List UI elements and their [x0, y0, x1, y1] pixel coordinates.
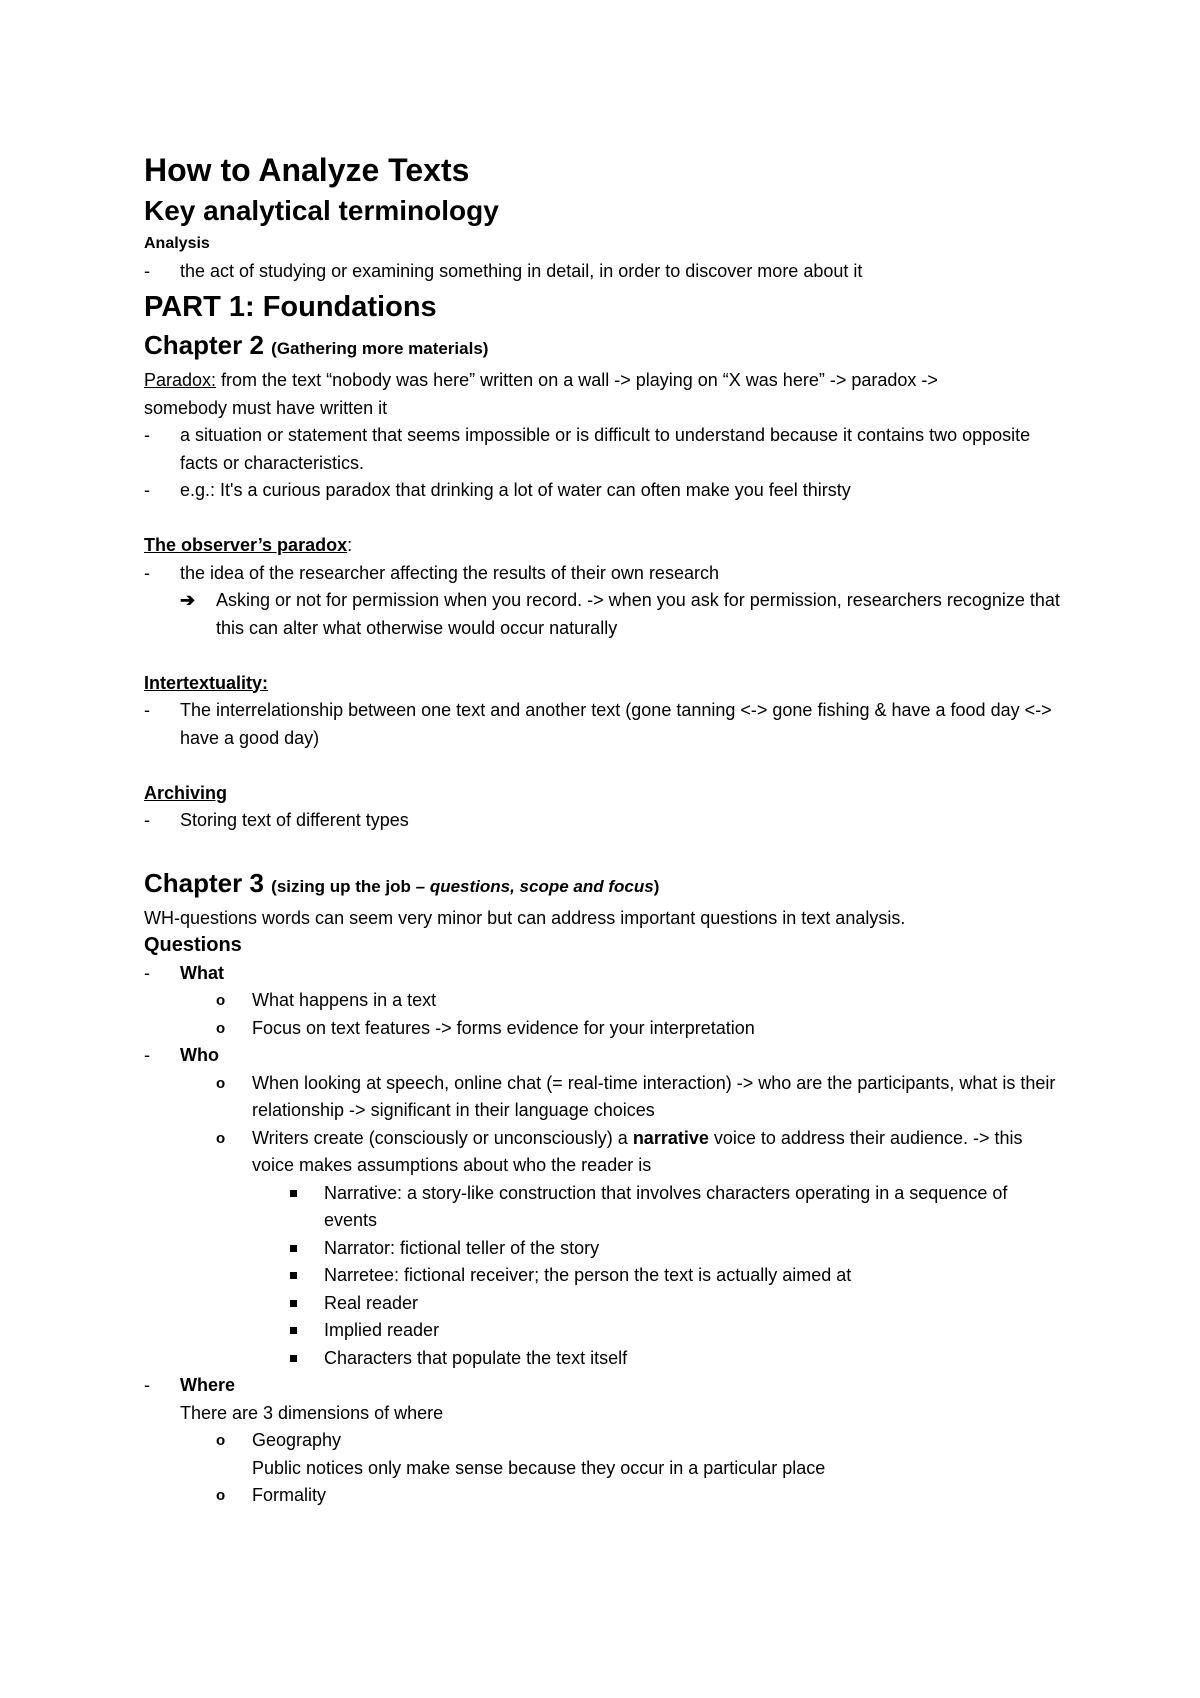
- question-who: - Who: [144, 1042, 1064, 1070]
- document-page: [144, 150, 1064, 1510]
- square-bullet-icon: [290, 1327, 297, 1334]
- dash-marker: -: [144, 700, 150, 720]
- arrow-icon: ➔: [180, 590, 196, 610]
- dash-marker: -: [144, 1375, 150, 1395]
- circle-marker: o: [216, 1432, 226, 1449]
- list-item: - the idea of the researcher affecting the results of their own research: [144, 560, 1064, 588]
- chapter-3-heading: Chapter 3 (sizing up the job – questions, scope and focus): [144, 867, 660, 898]
- list-item: - e.g.: It's a curious paradox that drinking a lot of water can often make you feel thirsty: [144, 477, 1064, 505]
- chapter-2-heading: Chapter 2 (Gathering more materials): [144, 330, 489, 360]
- square-bullet-icon: [290, 1272, 297, 1279]
- list-item: o Geography: [144, 1427, 1064, 1455]
- term-analysis-label: Analysis: [144, 235, 210, 252]
- dash-marker: -: [144, 1045, 150, 1065]
- list-item: o When looking at speech, online chat (= real-time interaction) -> who are the participants, what is their relationship -> significant in their language choices: [144, 1070, 1064, 1125]
- square-bullet-icon: [290, 1300, 297, 1307]
- dash-marker: -: [144, 425, 150, 445]
- dash-marker: -: [144, 260, 150, 281]
- circle-marker: o: [216, 1019, 226, 1037]
- list-item: - Storing text of different types: [144, 807, 1064, 835]
- list-item: Narretee: fictional receiver; the person the text is actually aimed at: [144, 1262, 1064, 1290]
- list-item: Narrator: fictional teller of the story: [144, 1235, 1064, 1263]
- archiving-heading: Archiving: [144, 782, 228, 803]
- section-heading-terminology: Key analytical terminology: [144, 195, 499, 226]
- square-bullet-icon: [290, 1245, 297, 1252]
- list-item: o Focus on text features -> forms evidence for your interpretation: [144, 1015, 1064, 1043]
- observers-paradox-heading: The observer’s paradox:: [144, 535, 353, 555]
- question-what: - What: [144, 960, 1064, 988]
- circle-marker: o: [216, 992, 226, 1009]
- dash-marker: -: [144, 810, 150, 830]
- square-bullet-icon: [290, 1355, 297, 1362]
- square-bullet-icon: [290, 1190, 297, 1197]
- dash-marker: -: [144, 962, 150, 983]
- list-item: Real reader: [144, 1290, 1064, 1318]
- where-intro: There are 3 dimensions of where: [180, 1402, 444, 1423]
- list-item: Characters that populate the text itself: [144, 1345, 1064, 1373]
- list-item: - a situation or statement that seems impossible or is difficult to understand because it contains two opposite facts or characteristics.: [144, 422, 1064, 477]
- circle-marker: o: [216, 1487, 226, 1504]
- circle-marker: o: [216, 1129, 226, 1147]
- paradox-intro: Paradox: from the text “nobody was here” written on a wall -> playing on “X was here” -> paradox ->: [144, 370, 938, 390]
- arrow-list-item: ➔ Asking or not for permission when you record. -> when you ask for permission, researchers recognize that this can alter what otherwise would occur naturally: [144, 587, 1064, 642]
- list-item: Narrative: a story-like construction that involves characters operating in a sequence of events: [144, 1180, 1064, 1235]
- list-item: Implied reader: [144, 1317, 1064, 1345]
- question-where: - Where: [144, 1372, 1064, 1400]
- list-item: - The interrelationship between one text and another text (gone tanning <-> gone fishing & have a food day <-> have a good day): [144, 697, 1064, 752]
- term-analysis-definition: - the act of studying or examining something in detail, in order to discover more about it: [144, 258, 1064, 286]
- chapter-3-intro: WH-questions words can seem very minor but can address important questions in text analysis.: [144, 907, 906, 928]
- paradox-label: Paradox:: [144, 370, 217, 390]
- paradox-intro-cont: somebody must have written it: [144, 397, 388, 418]
- list-item: o Formality: [144, 1482, 1064, 1510]
- circle-marker: o: [216, 1074, 226, 1092]
- list-item: o Writers create (consciously or unconsciously) a narrative voice to address their audience. -> this voice makes assumptions about who the reader is: [144, 1125, 1064, 1180]
- list-item: o What happens in a text: [144, 987, 1064, 1015]
- part-heading: PART 1: Foundations: [144, 291, 437, 323]
- questions-heading: Questions: [144, 934, 242, 956]
- document-title: How to Analyze Texts: [144, 152, 470, 188]
- list-item-note: Public notices only make sense because they occur in a particular place: [252, 1457, 826, 1478]
- dash-marker: -: [144, 480, 150, 500]
- dash-marker: -: [144, 562, 150, 583]
- intertextuality-heading: Intertextuality:: [144, 672, 269, 693]
